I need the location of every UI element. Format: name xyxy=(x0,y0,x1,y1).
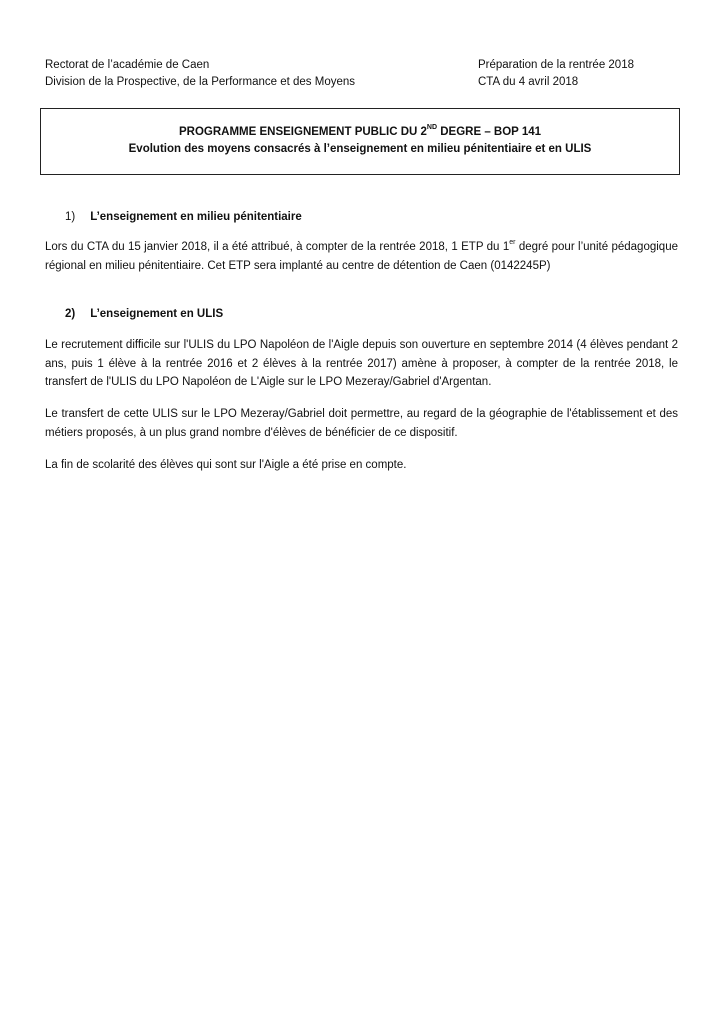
document-title: PROGRAMME ENSEIGNEMENT PUBLIC DU 2ND DEGRE – BOP 141 xyxy=(178,124,542,138)
section2-paragraph-3: La fin de scolarité des élèves qui sont sur l'Aigle a été prise en compte. xyxy=(45,459,407,471)
section2-title: L’enseignement en ULIS xyxy=(90,308,224,320)
section2-heading xyxy=(65,306,223,323)
section2-paragraph-2: Le transfert de cette ULIS sur le LPO Mezeray/Gabriel doit permettre, au regard de la géographie de l'établissement et des métiers proposés, à un plus grand nombre d'élèves de bénéficier de ce dispositif. xyxy=(45,408,678,439)
preparation-label: Préparation de la rentrée 2018 xyxy=(478,59,634,71)
section1-title: L’enseignement en milieu pénitentiaire xyxy=(90,211,302,223)
section2-paragraph-1: Le recrutement difficile sur l'ULIS du LPO Napoléon de l'Aigle depuis son ouverture en septembre 2014 (4 élèves pendant 2 ans, puis 1 élève à la rentrée 2016 et 2 élèves à la rentrée 2017) amène à proposer, à compter de la rentrée 2018, le transfert de l'ULIS du LPO Napoléon de L'Aigle sur le LPO Mezeray/Gabriel d'Argentan. xyxy=(45,339,678,388)
document-subtitle: Evolution des moyens consacrés à l’enseignement en milieu pénitentiaire et en ULIS xyxy=(128,143,592,155)
division-name: Division de la Prospective, de la Performance et des Moyens xyxy=(45,76,356,88)
section1-heading xyxy=(65,209,302,226)
header-right xyxy=(478,57,698,91)
header-left xyxy=(45,57,425,91)
section2-number: 2) xyxy=(65,308,76,320)
rectorat-name: Rectorat de l’académie de Caen xyxy=(45,59,210,71)
title-box xyxy=(40,108,680,175)
cta-date: CTA du 4 avril 2018 xyxy=(478,76,579,88)
section1-paragraph: Lors du CTA du 15 janvier 2018, il a été attribué, à compter de la rentrée 2018, 1 ETP du 1er degré pour l’unité pédagogique régional en milieu pénitentiaire. Cet ETP sera implanté au centre de détention de Caen (0142245P) xyxy=(45,239,678,272)
section1-number: 1) xyxy=(65,211,76,223)
